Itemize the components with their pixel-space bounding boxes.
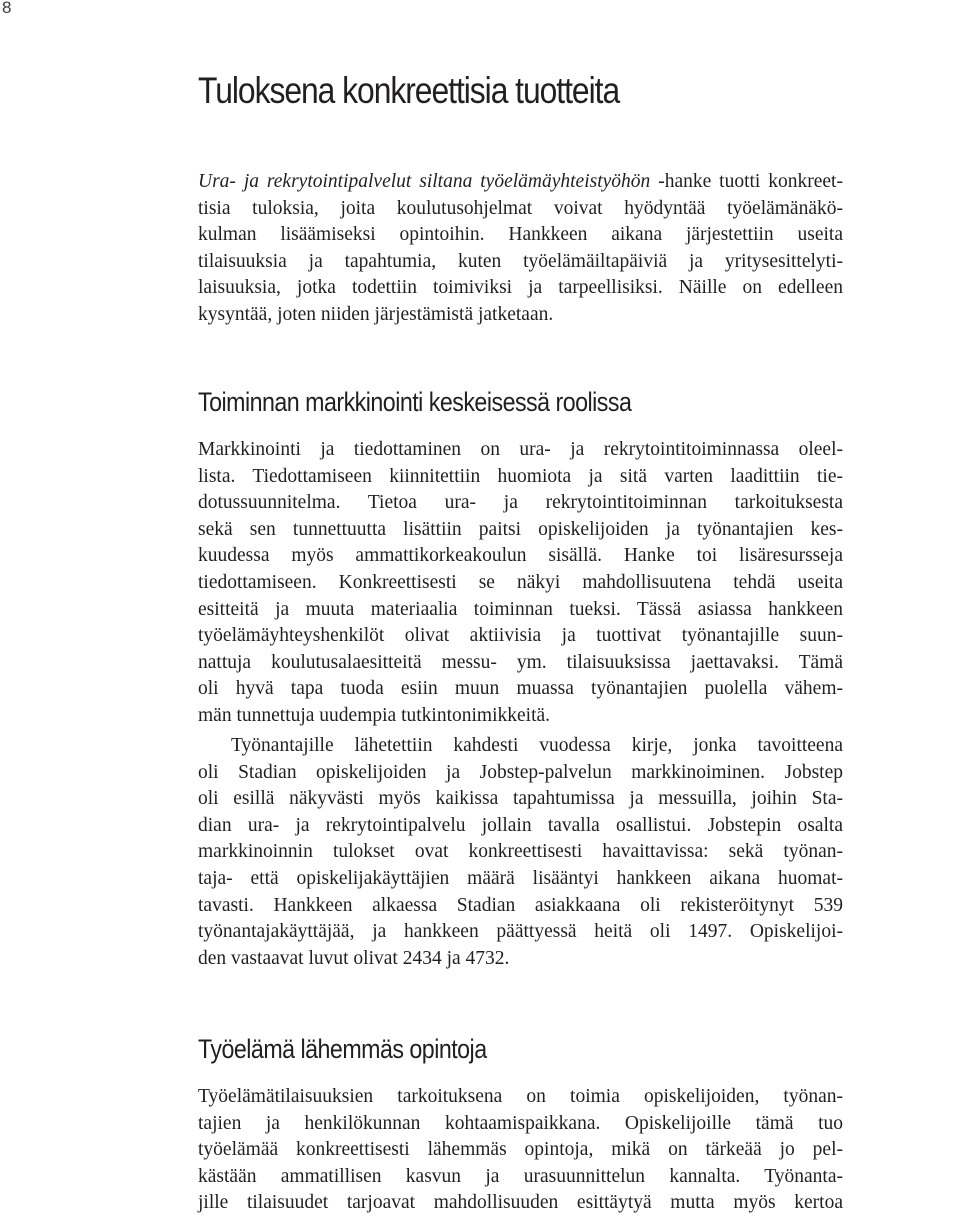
paragraph-line: taja- että opiskelijakäyttäjien määrä lisääntyi hankkeen aikana huomat- [198,867,843,889]
intro-line-0-rest: -hanke tuotti konkreet- [650,171,843,192]
paragraph-line: Työnantajille lähetettiin kahdesti vuodessa kirje, jonka tavoitteena [231,735,843,756]
paragraph-line: jille tilaisuudet tarjoavat mahdollisuuden esittäytyä mutta myös kertoa [198,1192,843,1214]
paragraph-line: tajien ja henkilökunnan kohtaamispaikkana. Opiskelijoille tämä tuo [198,1112,843,1134]
paragraph-line: työelämää konkreettisesti lähemmäs opintoja, mikä on tärkeää jo pel- [198,1139,843,1161]
paragraph-line: män tunnettuja uudempia tutkintonimikkeitä. [198,704,551,726]
marketing-paragraph-1 [198,437,843,730]
intro-line: tilaisuuksia ja tapahtumia, kuten työelämäiltapäiviä ja yritysesittelyti- [198,250,843,272]
paragraph-line: nattuja koulutusalaesitteitä messu- ym. tilaisuuksissa jaettavaksi. Tämä [198,651,843,673]
intro-line: kulman lisäämiseksi opintoihin. Hankkeen aikana järjestettiin useita [198,224,843,246]
page-title: Tuloksena konkreettisia tuotteita [198,70,620,111]
project-name: Ura- ja rekrytointipalvelut siltana työelämäyhteistyöhön [198,171,651,192]
paragraph-line: lista. Tiedottamiseen kiinnitettiin huomiota ja sitä varten laadittiin tie- [198,465,843,487]
paragraph-line: den vastaavat luvut olivat 2434 ja 4732. [198,947,510,969]
paragraph-line: esitteitä ja muuta materiaalia toiminnan tueksi. Tässä asiassa hankkeen [198,598,843,620]
paragraph-line: dian ura- ja rekrytointipalvelu jollain tavalla osallistui. Jobstepin osalta [198,814,843,836]
intro-line-0 [198,169,843,196]
paragraph-line: työnantajakäyttäjää, ja hankkeen päättyessä heitä oli 1497. Opiskelijoi- [198,921,843,943]
paragraph-line: dotussuunnitelma. Tietoa ura- ja rekrytointitoiminnan tarkoituksesta [198,492,843,514]
section-heading-working-life: Työelämä lähemmäs opintoja [198,1034,487,1064]
intro-line: kysyntää, joten niiden järjestämistä jatketaan. [198,303,554,325]
paragraph-line: sekä sen tunnettuutta lisättiin paitsi opiskelijoiden ja työnantajien kes- [198,518,843,540]
intro-line: tisia tuloksia, joita koulutusohjelmat voivat hyödyntää työelämänäkö- [198,197,843,219]
paragraph-line: markkinoinnin tulokset ovat konkreettisesti havaittavissa: sekä työnan- [198,841,843,863]
paragraph-line: oli Stadian opiskelijoiden ja Jobstep-palvelun markkinoiminen. Jobstep [198,761,843,783]
paragraph-line: Työelämätilaisuuksien tarkoituksena on toimia opiskelijoiden, työnan- [198,1086,843,1107]
paragraph-line: oli esillä näkyvästi myös kaikissa tapahtumissa ja messuilla, joihin Sta- [198,788,843,810]
intro-paragraph [198,169,843,329]
paragraph-line: tavasti. Hankkeen alkaessa Stadian asiakkaana oli rekisteröitynyt 539 [198,894,843,916]
paragraph-line: oli hyvä tapa tuoda esiin muun muassa työnantajien puolella vähem- [198,678,843,700]
marketing-paragraph-2 [198,733,843,972]
working-life-paragraph-1 [198,1084,843,1217]
paragraph-line: kuudessa myös ammattikorkeakoulun sisällä. Hanke toi lisäresursseja [198,545,843,567]
intro-line: laisuuksia, jotka todettiin toimiviksi ja tarpeellisiksi. Näille on edelleen [198,277,843,299]
paragraph-line: tiedottamiseen. Konkreettisesti se näkyi mahdollisuutena tehdä useita [198,571,843,593]
page-number: 8 [2,0,12,17]
section-heading-marketing: Toiminnan markkinointi keskeisessä roolissa [198,387,632,417]
paragraph-line: työelämäyhteyshenkilöt olivat aktiivisia ja tuottivat työnantajille suun- [198,625,843,647]
paragraph-line: Markkinointi ja tiedottaminen on ura- ja rekrytointitoiminnassa oleel- [198,439,843,460]
paragraph-line: kästään ammatillisen kasvun ja urasuunnittelun kannalta. Työnanta- [198,1165,843,1187]
